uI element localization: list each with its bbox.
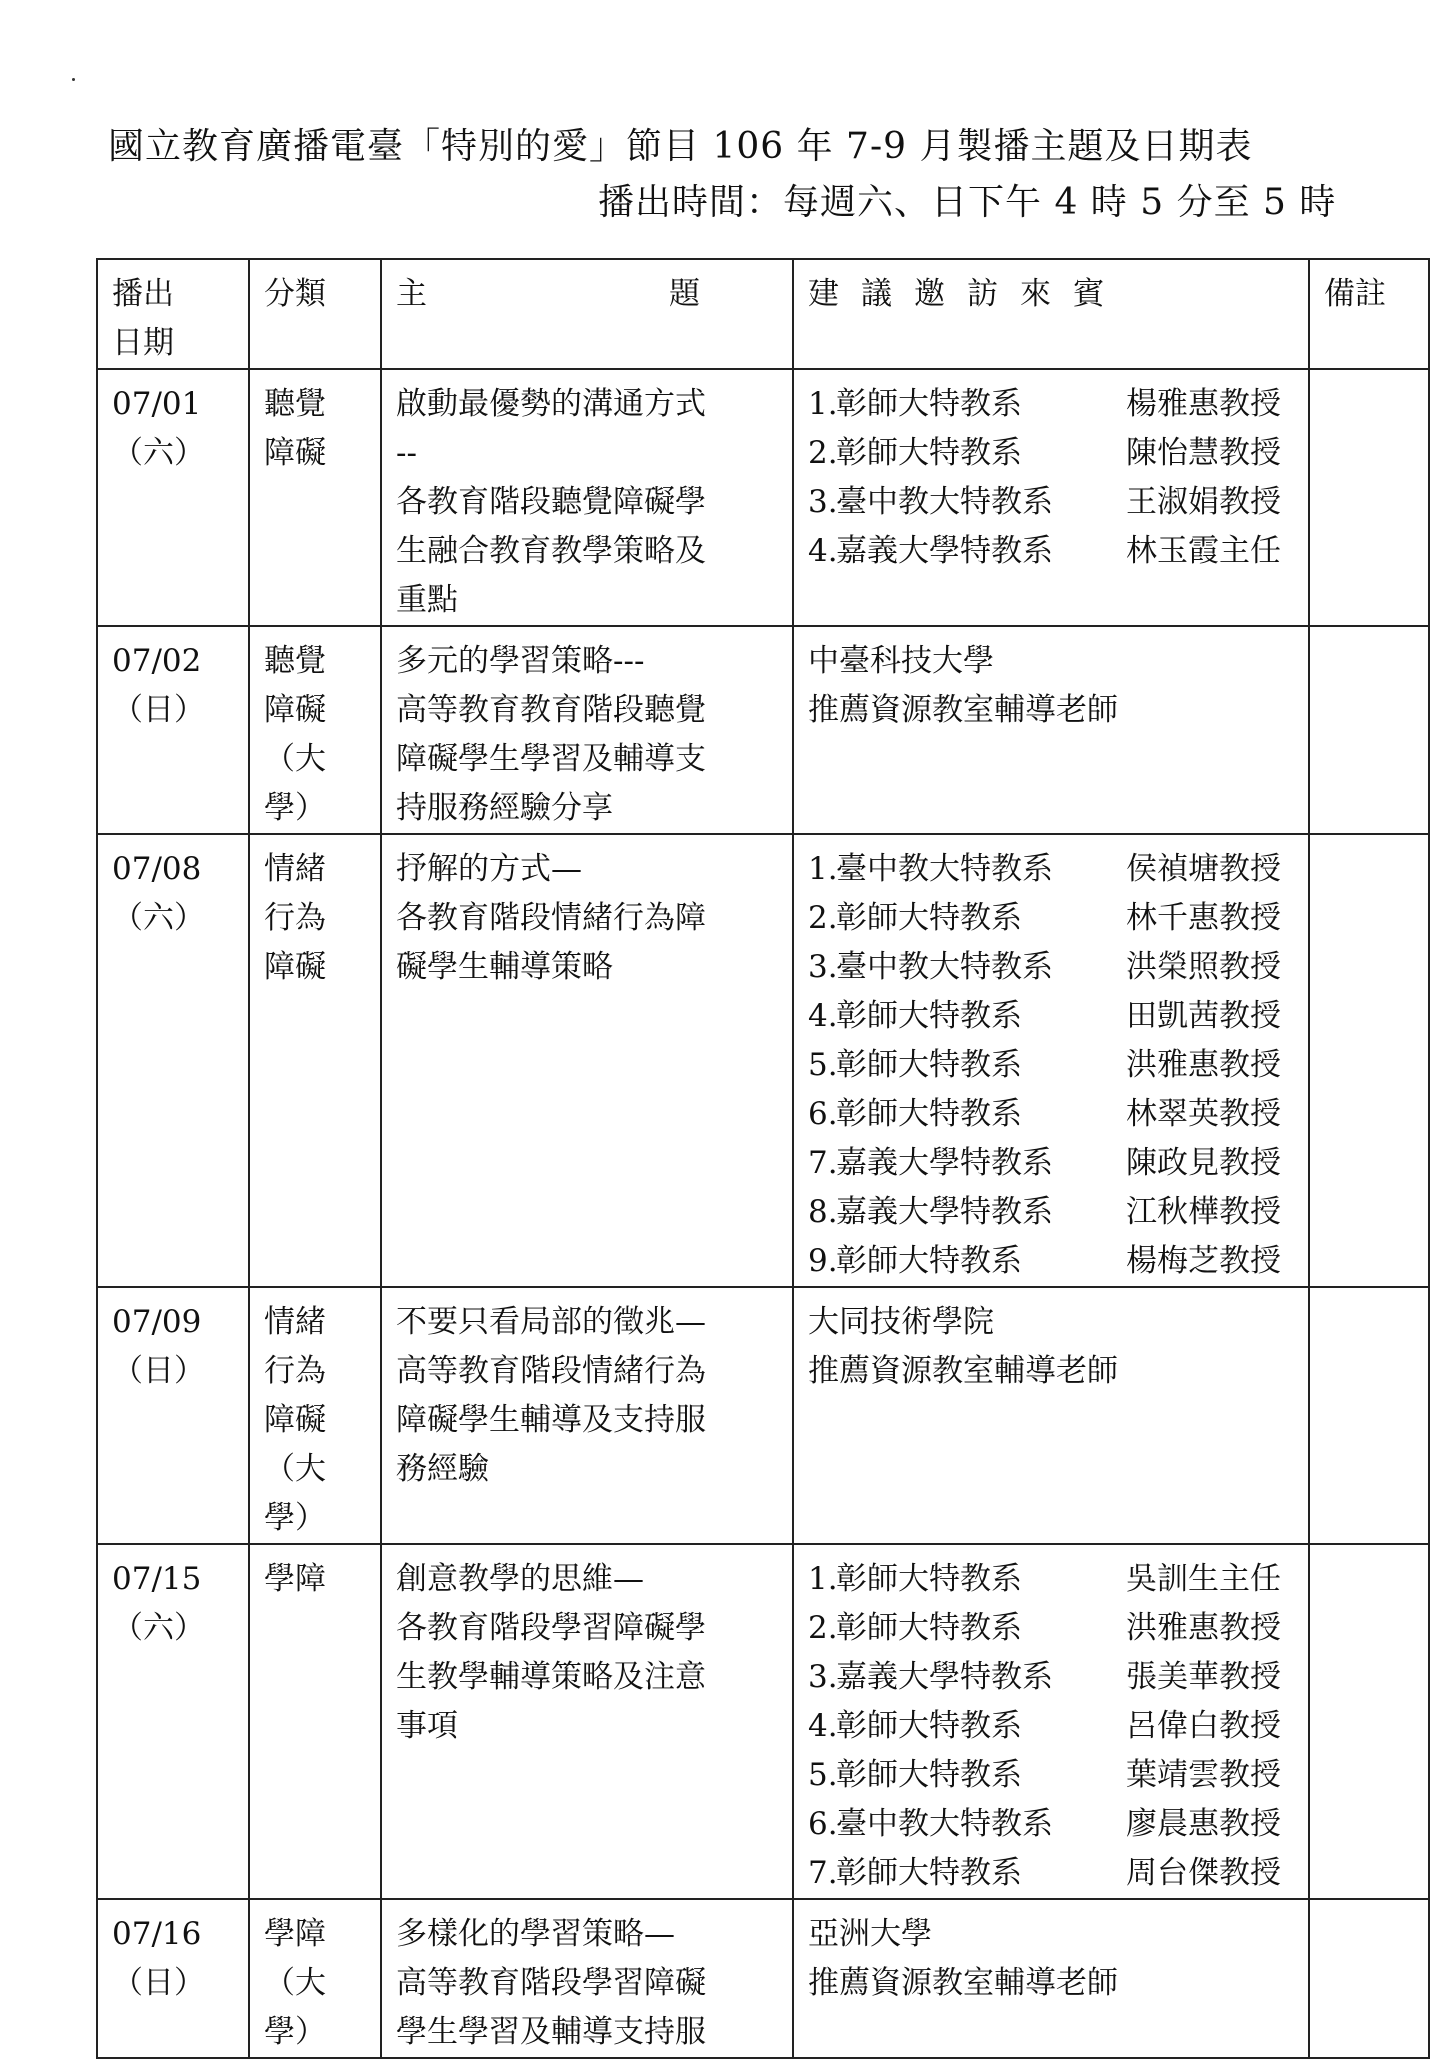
category-line: （大 <box>264 1965 326 2001</box>
topic-line: 生融合教育教學策略及 <box>396 533 706 569</box>
header-category: 分類 <box>249 259 381 369</box>
guest-item <box>808 1702 1296 1751</box>
guest-name: 張美華教授 <box>1126 1659 1281 1695</box>
guest-number: 2. <box>808 900 838 936</box>
guests-cell <box>793 1544 1309 1899</box>
guest-name: 葉靖雲教授 <box>1126 1757 1281 1793</box>
guest-organization: 臺中教大特教系 <box>836 484 1053 520</box>
guest-name: 洪雅惠教授 <box>1126 1047 1281 1083</box>
category-line: 情緒 <box>264 851 326 887</box>
category-line: 行為 <box>264 1353 326 1389</box>
schedule-table <box>96 258 1430 2059</box>
guest-number: 1. <box>808 851 838 887</box>
header-guests: 建議邀訪來賓 <box>793 259 1309 369</box>
guest-number: 7. <box>808 1855 838 1891</box>
guest-organization: 嘉義大學特教系 <box>836 533 1053 569</box>
topic-line: 不要只看局部的徵兆— <box>396 1304 706 1340</box>
date-cell <box>97 369 249 626</box>
category-line: 障礙 <box>264 435 326 471</box>
guests-cell <box>793 1899 1309 2058</box>
broadcast-weekday: （六） <box>112 435 205 471</box>
guest-item <box>808 1041 1296 1090</box>
guest-number: 9. <box>808 1243 838 1279</box>
guest-name: 林翠英教授 <box>1126 1096 1281 1132</box>
topic-cell <box>381 1287 793 1544</box>
header-date <box>97 259 249 369</box>
guest-item <box>808 1800 1296 1849</box>
guest-organization: 彰師大特教系 <box>836 1096 1022 1132</box>
guest-text-line: 推薦資源教室輔導老師 <box>808 692 1118 728</box>
guests-cell <box>793 834 1309 1287</box>
guest-organization: 彰師大特教系 <box>836 1610 1022 1646</box>
category-cell <box>249 626 381 834</box>
broadcast-date: 07/15 <box>112 1561 202 1597</box>
header-date-line-2: 日期 <box>112 325 174 361</box>
category-line: 情緒 <box>264 1304 326 1340</box>
date-cell <box>97 1544 249 1899</box>
guest-text-line: 大同技術學院 <box>808 1304 994 1340</box>
topic-line: 高等教育教育階段聽覺 <box>396 692 706 728</box>
guest-number: 6. <box>808 1806 838 1842</box>
broadcast-weekday: （日） <box>112 1353 205 1389</box>
table-row <box>97 626 1429 834</box>
topic-cell <box>381 1544 793 1899</box>
category-cell <box>249 1287 381 1544</box>
guest-item <box>808 1139 1296 1188</box>
category-line: 障礙 <box>264 692 326 728</box>
guests-cell <box>793 1287 1309 1544</box>
guest-item <box>808 1653 1296 1702</box>
guest-name: 王淑娟教授 <box>1126 484 1281 520</box>
topic-cell <box>381 369 793 626</box>
guests-cell <box>793 626 1309 834</box>
guest-name: 田凱茜教授 <box>1126 998 1281 1034</box>
table-row <box>97 1287 1429 1544</box>
date-cell <box>97 1899 249 2058</box>
table-row <box>97 1899 1429 2058</box>
guest-name: 楊雅惠教授 <box>1126 386 1281 422</box>
date-cell <box>97 626 249 834</box>
guest-organization: 彰師大特教系 <box>836 998 1022 1034</box>
table-row <box>97 834 1429 1287</box>
guest-name: 江秋樺教授 <box>1126 1194 1281 1230</box>
category-line: 聽覺 <box>264 643 326 679</box>
topic-line: 礙學生輔導策略 <box>396 949 613 985</box>
guest-number: 7. <box>808 1145 838 1181</box>
note-cell <box>1309 1544 1429 1899</box>
category-line: 學） <box>264 1500 326 1536</box>
topic-line: 多樣化的學習策略— <box>396 1916 675 1952</box>
scan-speck <box>72 78 75 81</box>
topic-line: 各教育階段聽覺障礙學 <box>396 484 706 520</box>
note-cell <box>1309 1287 1429 1544</box>
topic-line: 各教育階段學習障礙學 <box>396 1610 706 1646</box>
guest-organization: 彰師大特教系 <box>836 1855 1022 1891</box>
broadcast-time: 播出時間：每週六、日下午 4 時 5 分至 5 時 <box>598 182 1337 223</box>
topic-line: 障礙學生輔導及支持服 <box>396 1402 706 1438</box>
guest-organization: 嘉義大學特教系 <box>836 1194 1053 1230</box>
guest-name: 陳政見教授 <box>1126 1145 1281 1181</box>
table-header-row <box>97 259 1429 369</box>
category-cell <box>249 369 381 626</box>
category-cell <box>249 834 381 1287</box>
guest-item <box>808 894 1296 943</box>
broadcast-date: 07/08 <box>112 851 202 887</box>
header-topic-right: 題 <box>669 276 700 312</box>
guest-name: 林千惠教授 <box>1126 900 1281 936</box>
topic-line: 持服務經驗分享 <box>396 790 613 826</box>
header-topic <box>381 259 793 369</box>
guest-number: 1. <box>808 386 838 422</box>
guest-item <box>808 478 1296 527</box>
guest-organization: 彰師大特教系 <box>836 386 1022 422</box>
guest-organization: 彰師大特教系 <box>836 1243 1022 1279</box>
guest-organization: 彰師大特教系 <box>836 1561 1022 1597</box>
guests-cell <box>793 369 1309 626</box>
guest-number: 3. <box>808 484 838 520</box>
guest-organization: 彰師大特教系 <box>836 1757 1022 1793</box>
broadcast-date: 07/09 <box>112 1304 202 1340</box>
guest-item <box>808 1090 1296 1139</box>
topic-line: 事項 <box>396 1708 458 1744</box>
note-cell <box>1309 626 1429 834</box>
guest-name: 周台傑教授 <box>1126 1855 1281 1891</box>
date-cell <box>97 834 249 1287</box>
guest-organization: 嘉義大學特教系 <box>836 1659 1053 1695</box>
header-topic-left: 主 <box>396 276 427 312</box>
guest-text-line: 亞洲大學 <box>808 1916 932 1952</box>
table-row <box>97 1544 1429 1899</box>
guest-item <box>808 1237 1296 1286</box>
broadcast-date: 07/16 <box>112 1916 202 1952</box>
guest-item <box>808 380 1296 429</box>
guest-number: 1. <box>808 1561 838 1597</box>
guest-number: 4. <box>808 998 838 1034</box>
category-line: 障礙 <box>264 1402 326 1438</box>
broadcast-weekday: （日） <box>112 692 205 728</box>
guest-name: 侯禎塘教授 <box>1126 851 1281 887</box>
topic-line: 生教學輔導策略及注意 <box>396 1659 706 1695</box>
guest-organization: 臺中教大特教系 <box>836 949 1053 985</box>
guest-number: 3. <box>808 949 838 985</box>
topic-line: 務經驗 <box>396 1451 489 1487</box>
guest-organization: 嘉義大學特教系 <box>836 1145 1053 1181</box>
guest-text-line: 推薦資源教室輔導老師 <box>808 1965 1118 2001</box>
guest-text-line: 推薦資源教室輔導老師 <box>808 1353 1118 1389</box>
guest-organization: 臺中教大特教系 <box>836 1806 1053 1842</box>
topic-line: 抒解的方式— <box>396 851 582 887</box>
header-date-line-1: 播出 <box>112 276 174 312</box>
topic-line: 學生學習及輔導支持服 <box>396 2014 706 2050</box>
guest-name: 廖晨惠教授 <box>1126 1806 1281 1842</box>
category-cell <box>249 1544 381 1899</box>
broadcast-date: 07/02 <box>112 643 202 679</box>
date-cell <box>97 1287 249 1544</box>
category-line: 學） <box>264 2014 326 2050</box>
topic-line: 創意教學的思維— <box>396 1561 644 1597</box>
category-line: 學） <box>264 790 326 826</box>
guest-text-line: 中臺科技大學 <box>808 643 994 679</box>
note-cell <box>1309 834 1429 1287</box>
guest-name: 呂偉白教授 <box>1126 1708 1281 1744</box>
category-line: 學障 <box>264 1916 326 1952</box>
topic-line: 重點 <box>396 582 458 618</box>
broadcast-weekday: （日） <box>112 1965 205 2001</box>
topic-cell <box>381 1899 793 2058</box>
guest-item <box>808 943 1296 992</box>
guest-number: 4. <box>808 1708 838 1744</box>
guest-item <box>808 1604 1296 1653</box>
topic-cell <box>381 834 793 1287</box>
note-cell <box>1309 1899 1429 2058</box>
category-line: （大 <box>264 1451 326 1487</box>
broadcast-weekday: （六） <box>112 1610 205 1646</box>
guest-number: 2. <box>808 435 838 471</box>
header-note: 備註 <box>1309 259 1429 369</box>
guest-organization: 臺中教大特教系 <box>836 851 1053 887</box>
guest-item <box>808 527 1296 576</box>
topic-line: 障礙學生學習及輔導支 <box>396 741 706 777</box>
guest-number: 5. <box>808 1757 838 1793</box>
category-line: 障礙 <box>264 949 326 985</box>
guest-item <box>808 1849 1296 1898</box>
guest-number: 2. <box>808 1610 838 1646</box>
guest-organization: 彰師大特教系 <box>836 1047 1022 1083</box>
table-row <box>97 369 1429 626</box>
topic-line: 多元的學習策略--- <box>396 643 645 679</box>
guest-name: 吳訓生主任 <box>1126 1561 1281 1597</box>
topic-line: 高等教育階段情緒行為 <box>396 1353 706 1389</box>
topic-line: 各教育階段情緒行為障 <box>396 900 706 936</box>
guest-organization: 彰師大特教系 <box>836 1708 1022 1744</box>
topic-line: -- <box>396 435 417 471</box>
category-line: （大 <box>264 741 326 777</box>
guest-item <box>808 1555 1296 1604</box>
topic-line: 高等教育階段學習障礙 <box>396 1965 706 2001</box>
guest-organization: 彰師大特教系 <box>836 900 1022 936</box>
guest-item <box>808 1751 1296 1800</box>
schedule-body <box>97 259 1429 2058</box>
document-title: 國立教育廣播電臺「特別的愛」節目 106 年 7-9 月製播主題及日期表 <box>108 126 1253 167</box>
category-line: 行為 <box>264 900 326 936</box>
guest-number: 6. <box>808 1096 838 1132</box>
guest-name: 楊梅芝教授 <box>1126 1243 1281 1279</box>
guest-item <box>808 429 1296 478</box>
guest-name: 洪榮照教授 <box>1126 949 1281 985</box>
note-cell <box>1309 369 1429 626</box>
guest-number: 3. <box>808 1659 838 1695</box>
guest-number: 8. <box>808 1194 838 1230</box>
guest-name: 洪雅惠教授 <box>1126 1610 1281 1646</box>
category-cell <box>249 1899 381 2058</box>
guest-item <box>808 992 1296 1041</box>
category-line: 學障 <box>264 1561 326 1597</box>
guest-name: 林玉霞主任 <box>1126 533 1281 569</box>
broadcast-date: 07/01 <box>112 386 202 422</box>
guest-number: 5. <box>808 1047 838 1083</box>
topic-line: 啟動最優勢的溝通方式 <box>396 386 706 422</box>
category-line: 聽覺 <box>264 386 326 422</box>
broadcast-weekday: （六） <box>112 900 205 936</box>
guest-organization: 彰師大特教系 <box>836 435 1022 471</box>
guest-item <box>808 1188 1296 1237</box>
topic-cell <box>381 626 793 834</box>
guest-name: 陳怡慧教授 <box>1126 435 1281 471</box>
guest-item <box>808 845 1296 894</box>
guest-number: 4. <box>808 533 838 569</box>
